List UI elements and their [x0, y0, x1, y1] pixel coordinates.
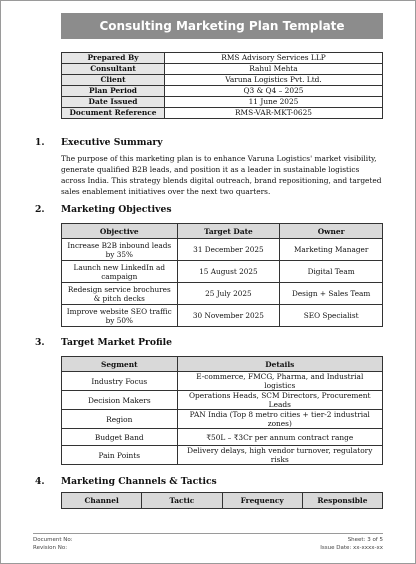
executive-summary-text: The purpose of this marketing plan is to enhance Varuna Logistics' market visibility, generate qualified B2B leads, and position it as a leader in sustainable logistics across India. This strategy blends digital outreach, brand repositioning, and targeted sales enablement initiatives over the next two quarters. [61, 154, 382, 196]
info-value: RMS Advisory Services LLP [165, 53, 383, 64]
table-cell: Region [62, 410, 178, 429]
table-cell: Design + Sales Team [280, 283, 383, 305]
info-value: 11 June 2025 [165, 97, 383, 108]
table-cell: Digital Team [280, 261, 383, 283]
section-heading-marketing-channels [35, 476, 217, 487]
marketing-channels-table [61, 492, 383, 509]
table-cell: Redesign service brochures & pitch decks [62, 283, 178, 305]
table-cell: Delivery delays, high vendor turnover, regulatory risks [177, 446, 382, 465]
marketing-objectives-table [61, 223, 383, 327]
info-value: RMS-VAR-MKT-0625 [165, 108, 383, 119]
table-cell: 30 November 2025 [177, 305, 280, 327]
section-heading-marketing-objectives [35, 204, 172, 215]
column-header: Owner [280, 224, 383, 239]
table-cell: Marketing Manager [280, 239, 383, 261]
market-row [62, 410, 383, 429]
section-number: 1. [35, 137, 45, 148]
table-cell: Increase B2B inbound leads by 35% [62, 239, 178, 261]
market-row [62, 429, 383, 446]
table-cell: SEO Specialist [280, 305, 383, 327]
info-label: Plan Period [62, 86, 165, 97]
target-market-table [61, 356, 383, 465]
issue-date: Issue Date: xx-xxxx-xx [320, 545, 383, 551]
table-cell: Pain Points [62, 446, 178, 465]
info-row [62, 64, 383, 75]
document-number-label: Document No: [33, 537, 73, 543]
market-row [62, 446, 383, 465]
section-title: Target Market Profile [61, 337, 172, 348]
table-cell: 25 July 2025 [177, 283, 280, 305]
revision-number-label: Revision No: [33, 545, 68, 551]
column-header: Channel [62, 493, 142, 509]
column-header: Tactic [142, 493, 222, 509]
column-header: Details [177, 357, 382, 372]
table-cell: Industry Focus [62, 372, 178, 391]
objective-row [62, 239, 383, 261]
column-header: Target Date [177, 224, 280, 239]
section-number: 2. [35, 204, 45, 215]
section-heading-target-market [35, 337, 172, 348]
column-header: Segment [62, 357, 178, 372]
info-label: Document Reference [62, 108, 165, 119]
table-cell: 31 December 2025 [177, 239, 280, 261]
document-title: Consulting Marketing Plan Template [61, 13, 383, 39]
section-number: 3. [35, 337, 45, 348]
table-cell: 15 August 2025 [177, 261, 280, 283]
table-cell: Decision Makers [62, 391, 178, 410]
section-title: Marketing Objectives [61, 204, 172, 215]
info-row [62, 75, 383, 86]
info-value: Varuna Logistics Pvt. Ltd. [165, 75, 383, 86]
market-row [62, 391, 383, 410]
info-value: Q3 & Q4 – 2025 [165, 86, 383, 97]
objective-row [62, 261, 383, 283]
column-header: Frequency [222, 493, 302, 509]
section-number: 4. [35, 476, 45, 487]
table-cell: E-commerce, FMCG, Pharma, and Industrial logistics [177, 372, 382, 391]
info-label: Consultant [62, 64, 165, 75]
table-cell: ₹50L – ₹3Cr per annum contract range [177, 429, 382, 446]
info-row [62, 108, 383, 119]
info-label: Prepared By [62, 53, 165, 64]
table-cell: Launch new LinkedIn ad campaign [62, 261, 178, 283]
document-info-table [61, 52, 383, 119]
objective-row [62, 283, 383, 305]
table-cell: PAN India (Top 8 metro cities + tier-2 industrial zones) [177, 410, 382, 429]
info-row [62, 97, 383, 108]
info-value: Rahul Mehta [165, 64, 383, 75]
info-row [62, 53, 383, 64]
sheet-number: Sheet: 3 of 5 [347, 537, 383, 543]
section-title: Marketing Channels & Tactics [61, 476, 217, 487]
column-header: Objective [62, 224, 178, 239]
info-label: Client [62, 75, 165, 86]
column-header: Responsible [302, 493, 382, 509]
info-row [62, 86, 383, 97]
objective-row [62, 305, 383, 327]
table-cell: Operations Heads, SCM Directors, Procurement Leads [177, 391, 382, 410]
section-heading-executive-summary [35, 137, 163, 148]
info-label: Date Issued [62, 97, 165, 108]
market-row [62, 372, 383, 391]
section-title: Executive Summary [61, 137, 163, 148]
table-cell: Improve website SEO traffic by 50% [62, 305, 178, 327]
page-footer [33, 533, 383, 551]
table-cell: Budget Band [62, 429, 178, 446]
